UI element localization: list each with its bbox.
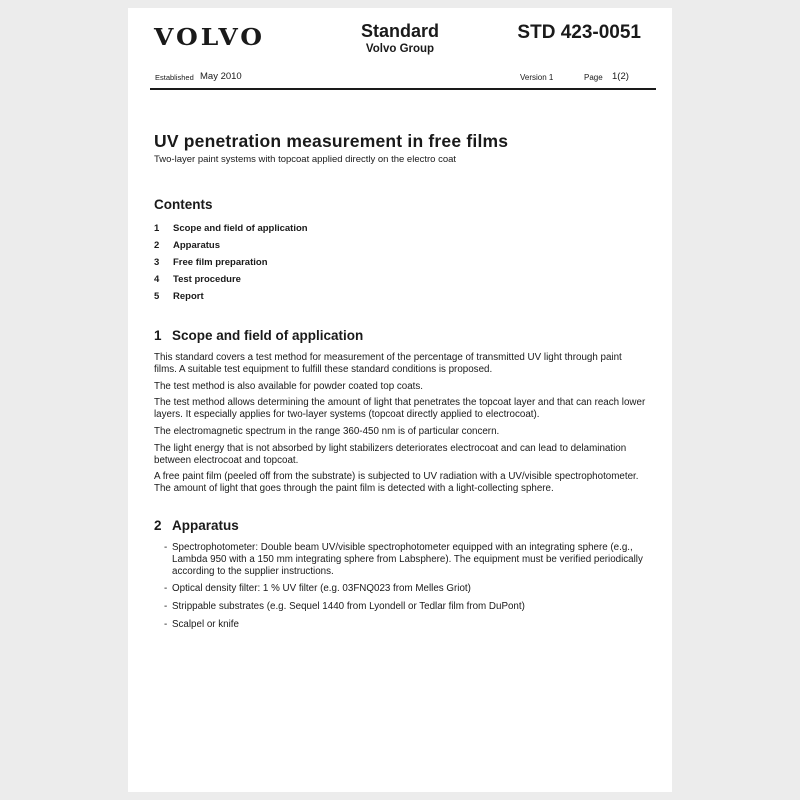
section-title: Scope and field of application: [172, 328, 364, 343]
section-heading-apparatus: [154, 518, 646, 533]
doc-number: STD 423-0051: [517, 22, 641, 43]
bullet-dash-marker: -: [164, 583, 168, 595]
contents-item: [154, 288, 646, 305]
page-label: Page: [584, 73, 603, 82]
contents-item-number: 2: [154, 240, 160, 251]
body-paragraph: The test method is also available for powder coated top coats.: [154, 380, 424, 392]
bullet-dash-marker: -: [164, 541, 168, 553]
bullet-text: Scalpel or knife: [172, 618, 239, 630]
contents-item: [154, 237, 646, 254]
contents-item: [154, 254, 646, 271]
body-paragraph: This standard covers a test method for measurement of the percentage of transmitted UV light through paint films. A suitable test equipment to fulfill these standard conditions is proposed.: [154, 352, 622, 375]
document-page: [128, 8, 672, 792]
bullet-dash-marker: -: [164, 618, 168, 630]
contents-item-number: 1: [154, 223, 160, 234]
section-title: Apparatus: [172, 517, 239, 533]
established-value: May 2010: [200, 71, 242, 82]
body-paragraph: The test method allows determining the amount of light that penetrates the topcoat layer and that can reach lower layers. It especially applies for two-layer systems (topcoat directly applied to electrocoat).: [154, 397, 646, 421]
contents-item-number: 4: [154, 274, 160, 285]
page-number: 1(2): [612, 71, 629, 82]
contents-item: [154, 220, 646, 237]
contents-heading: Contents: [154, 197, 213, 212]
header-divider: [150, 88, 656, 90]
bullet-text: Optical density filter: 1 % UV filter (e.g. 03FNQ023 from Melles Griot): [172, 583, 471, 595]
contents-item-label: Scope and field of application: [173, 223, 308, 234]
body-paragraph: The electromagnetic spectrum in the range 360-450 nm is of particular concern.: [154, 425, 500, 437]
header-meta-row: [154, 70, 646, 84]
document-title: UV penetration measurement in free films: [154, 131, 509, 151]
contents-list: [154, 220, 646, 305]
contents-item-number: 3: [154, 257, 160, 268]
section-heading-scope: [154, 328, 646, 343]
section-scope-body: [154, 352, 646, 495]
contents-item-number: 5: [154, 291, 160, 302]
document-subtitle: Two-layer paint systems with topcoat applied directly on the electro coat: [154, 154, 457, 165]
contents-item: [154, 271, 646, 288]
org-label: Volvo Group: [365, 42, 435, 55]
doc-type-label: Standard: [360, 21, 440, 41]
document-header: [154, 20, 646, 90]
established-label: Established: [155, 73, 194, 82]
apparatus-bullet-item: [154, 542, 646, 577]
contents-item-label: Apparatus: [173, 240, 220, 251]
version-label: Version 1: [520, 73, 554, 82]
apparatus-bullet-item: [154, 583, 646, 595]
bullet-text: Spectrophotometer: Double beam UV/visible spectrophotometer equipped with an integrating sphere (e.g., Lambda 950 with a 150 mm integrating sphere from Labsphere). The equipment must be verified periodically according to the supplier instructions.: [172, 541, 643, 577]
contents-item-label: Report: [173, 291, 204, 302]
section-number: 1: [154, 328, 162, 343]
body-paragraph: A free paint film (peeled off from the substrate) is subjected to UV radiation with a UV/visible spectrophotometer. The amount of light that goes through the paint film is detected with a light-collecting sphere.: [154, 471, 639, 495]
header-top-row: [154, 20, 646, 66]
volvo-logo: VOLVO: [154, 24, 266, 51]
body-paragraph: The light energy that is not absorbed by light stabilizers deteriorates electrocoat and can lead to delamination between electrocoat and topcoat.: [154, 442, 627, 466]
header-center: [361, 22, 439, 55]
bullet-dash-marker: -: [164, 601, 168, 613]
contents-item-label: Test procedure: [173, 274, 241, 285]
apparatus-bullet-item: [154, 601, 646, 613]
contents-item-label: Free film preparation: [173, 257, 268, 268]
bullet-text: Strippable substrates (e.g. Sequel 1440 from Lyondell or Tedlar film from DuPont): [172, 601, 525, 613]
section-apparatus-list: [154, 542, 646, 631]
section-number: 2: [154, 517, 162, 533]
apparatus-bullet-item: [154, 619, 646, 631]
